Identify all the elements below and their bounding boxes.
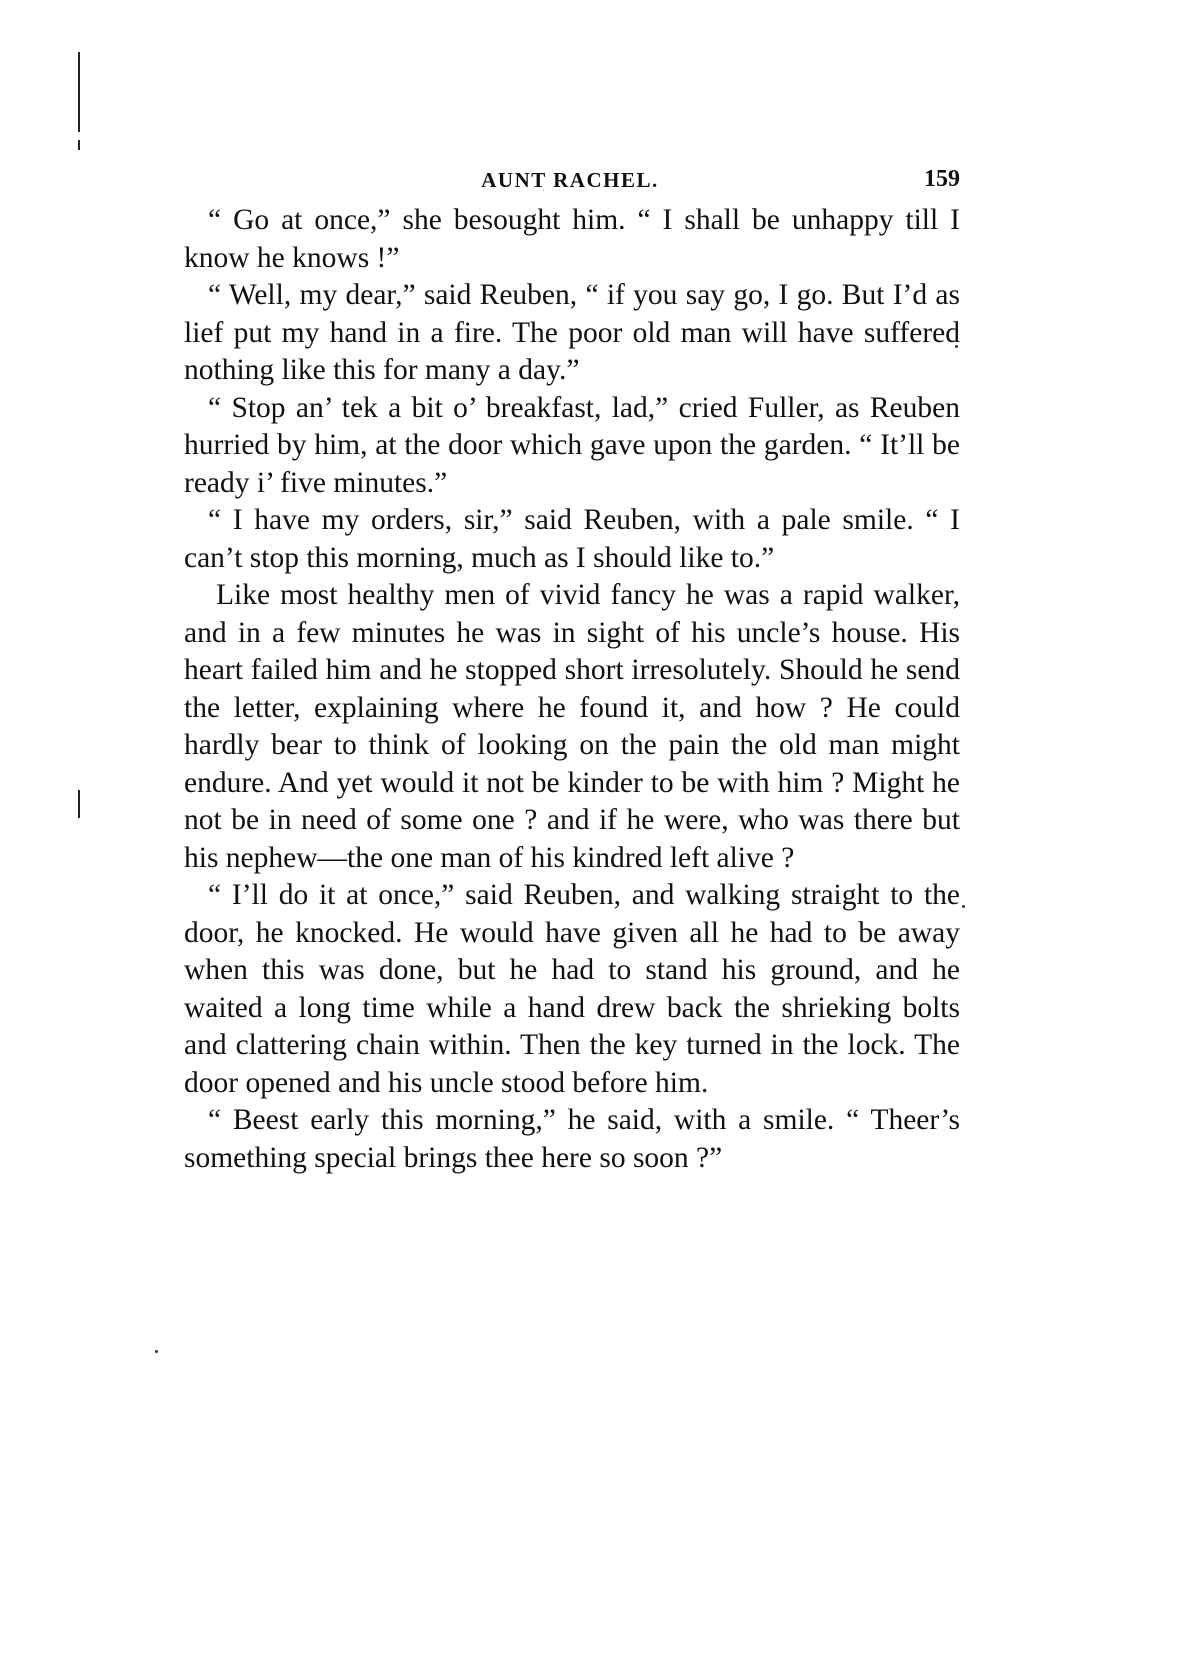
page-number: 159 (924, 166, 960, 192)
running-head (180, 168, 960, 200)
margin-rule-mark (78, 140, 80, 150)
paragraph: “ I have my orders, sir,” said Reuben, with a pale smile. “ I can’t stop this morning, much as I should like to.” (184, 504, 960, 574)
paragraph: “ Stop an’ tek a bit o’ breakfast, lad,” cried Fuller, as Reuben hurried by him, at the door which gave upon the garden. “ It’ll be ready i’ five minutes.” (184, 391, 960, 499)
running-title: AUNT RACHEL. (481, 168, 659, 192)
paragraph: “ I’ll do it at once,” said Reuben, and walking straight to the door, he knocked. He would have given all he had to be away when this was done, but he had to stand his ground, and he waited a long time while a hand drew back the shrieking bolts and clattering chain within. Then the key turned in the lock. The door opened and his uncle stood before him. (184, 879, 960, 1099)
speck-mark (155, 1350, 158, 1353)
speck-mark (962, 905, 965, 908)
paragraph: “ Beest early this morning,” he said, with a smile. “ Theer’s something special brings thee here so soon ?” (184, 1104, 960, 1174)
paragraph: “ Go at once,” she besought him. “ I shall be unhappy till I know he knows !” (184, 204, 960, 274)
margin-rule-mark (78, 790, 80, 818)
margin-rule-mark (78, 52, 80, 132)
paragraph: “ Well, my dear,” said Reuben, “ if you say go, I go. But I’d as lief put my hand in a fire. The poor old man will have suffered nothing like this for many a day.” (184, 279, 960, 386)
body-text (184, 202, 960, 1177)
paragraph: Like most healthy men of vivid fancy he was a rapid walker, and in a few minutes he was in sight of his uncle’s house. His heart failed him and he stopped short irresolutely. Should he send the letter, explaining where he found it, and how ? He could hardly bear to think of looking on the pain the old man might endure. And yet would it not be kinder to be with him ? Might he not be in need of some one ? and if he were, who was there but his nephew—the one man of his kindred left alive ? (184, 579, 960, 874)
